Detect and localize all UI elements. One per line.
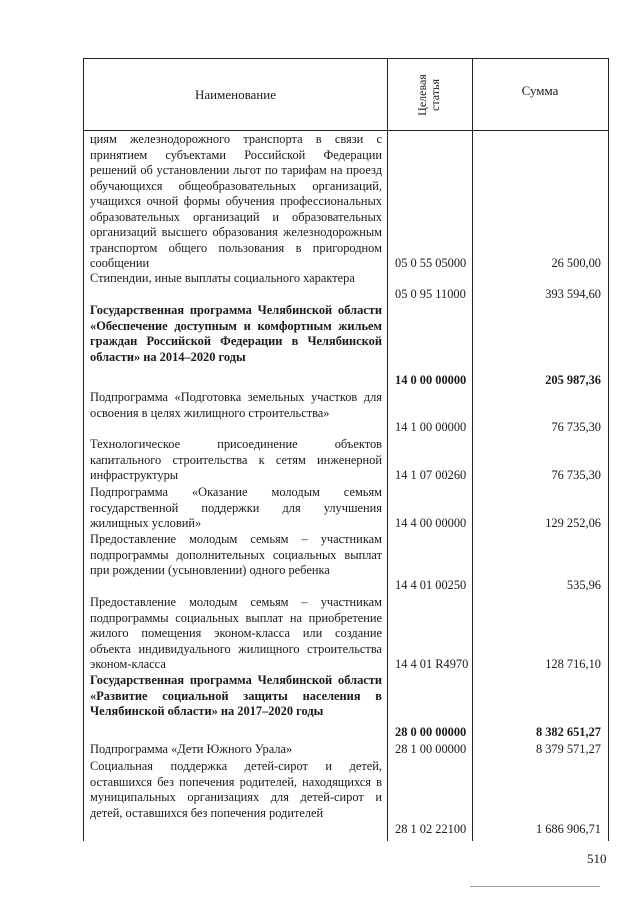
row-code: 05 0 55 05000 (395, 256, 467, 270)
row-name: Государственная программа Челябинской области «Обеспечение доступным и комфортным жильем граждан Российской Федерации в Челябинской области» на 2014–2020 годы (90, 303, 382, 364)
row-code: 14 1 00 00000 (395, 420, 467, 434)
header-target-line2: статья (428, 78, 442, 111)
table-header (84, 59, 608, 131)
row-code: 14 4 01 R4970 (395, 657, 469, 671)
row-code: 14 1 07 00260 (395, 468, 467, 482)
row-name: Подпрограмма «Дети Южного Урала» (90, 742, 293, 756)
row-code: 28 0 00 00000 (395, 725, 467, 739)
header-name: Наименование (195, 86, 276, 102)
page-number: 510 (587, 851, 607, 866)
footer-rule (470, 886, 600, 887)
row-name: Предоставление молодым семьям – участникам подпрограммы дополнительных социальных выплат при рождении (усыновлении) одного ребенка (90, 532, 382, 577)
row-sum: 128 716,10 (545, 657, 601, 671)
row-name: циям железнодорожного транспорта в связи с принятием субъектами Российской Федерации решений об установлении льгот по тарифам на проезд обучающихся общеобразовательных организаций, учащихся очной формы обучения профессиональных образовательных организаций и образовательных организаций высшего образования железнодорожным транспортом общего пользования в пригородном сообщении (90, 132, 382, 270)
row-code: 05 0 95 11000 (395, 287, 466, 301)
row-sum: 1 686 906,71 (535, 822, 601, 836)
row-name: Социальная поддержка детей-сирот и детей, оставшихся без попечения родителей, находящихся в муниципальных организациях для детей-сирот и детей, оставшихся без попечения родителей (90, 759, 382, 820)
row-sum: 8 382 651,27 (535, 725, 601, 739)
row-sum: 76 735,30 (551, 468, 601, 482)
row-sum: 76 735,30 (551, 420, 601, 434)
header-target-article (387, 59, 471, 130)
row-sum: 535,96 (566, 578, 601, 592)
row-name: Технологическое присоединение объектов капитального строительства к сетям инженерной инфраструктуры (90, 437, 382, 482)
header-sum: Сумма (521, 83, 559, 98)
column-divider (472, 59, 473, 841)
row-code: 14 0 00 00000 (395, 373, 467, 387)
row-name: Предоставление молодым семьям – участникам подпрограммы социальных выплат на приобретение жилого помещения эконом-класса или создание объекта индивидуального жилищного строительства эконом-класса (90, 595, 382, 671)
row-sum: 129 252,06 (545, 516, 601, 530)
row-code: 14 4 00 00000 (395, 516, 467, 530)
row-code: 28 1 02 22100 (395, 822, 467, 836)
row-name: Стипендии, иные выплаты социального характера (90, 271, 355, 285)
header-target-line1: Целевая (415, 73, 429, 116)
row-sum: 8 379 571,27 (535, 742, 601, 756)
row-code: 28 1 00 00000 (395, 742, 467, 756)
row-code: 14 4 01 00250 (395, 578, 467, 592)
row-sum: 26 500,00 (551, 256, 601, 270)
row-name: Подпрограмма «Оказание молодым семьям государственной поддержки для улучшения жилищных условий» (90, 485, 382, 530)
budget-table (83, 58, 609, 841)
column-divider (387, 59, 388, 841)
row-name: Подпрограмма «Подготовка земельных участков для освоения в целях жилищного строительства» (90, 390, 382, 420)
row-name: Государственная программа Челябинской области «Развитие социальной защиты населения в Челябинской области» на 2017–2020 годы (90, 673, 382, 718)
row-sum: 393 594,60 (545, 287, 601, 301)
row-sum: 205 987,36 (545, 373, 601, 387)
